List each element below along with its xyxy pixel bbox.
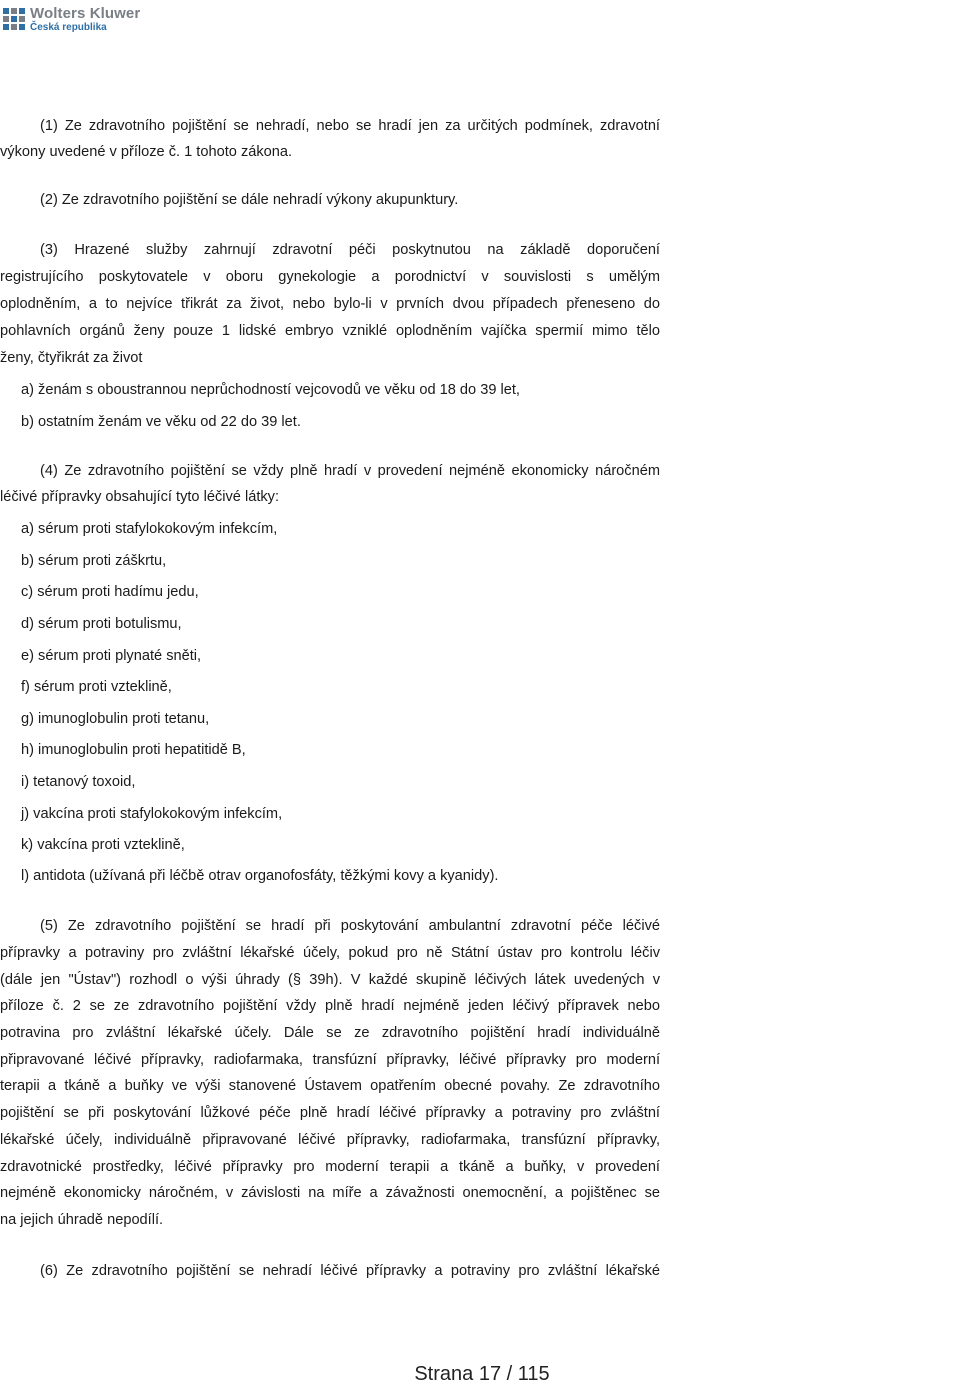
paragraph-5-line: nejméně ekonomicky náročném, v závislosti na míře a závažnosti onemocnění, a pojištěnec se: [0, 1185, 660, 1201]
paragraph-5-line: terapii a tkáně a buňky ve výši stanovené Ústavem opatřením obecné povahy. Ze zdravotního: [0, 1078, 660, 1094]
paragraph-5-line: připravované léčivé přípravky, radiofarmaka, transfúzní přípravky, léčivé přípravky pro moderní: [0, 1052, 660, 1068]
paragraph-5-line: na jejich úhradě nepodílí.: [0, 1212, 164, 1228]
paragraph-3-line: registrujícího poskytovatele v oboru gynekologie a porodnictví v souvislosti s umělým: [0, 269, 660, 285]
paragraph-5-line: (dále jen "Ústav") rozhodl o výši úhrady (§ 39h). V každé skupině léčivých látek uvedených v: [0, 972, 660, 988]
paragraph-4-line: (4) Ze zdravotního pojištění se vždy plně hradí v provedení nejméně ekonomicky náročném: [40, 463, 660, 479]
paragraph-3-line: ženy, čtyřikrát za život: [0, 350, 143, 366]
list-item: e) sérum proti plynaté sněti,: [21, 648, 202, 664]
paragraph-5-line: (5) Ze zdravotního pojištění se hradí při poskytování ambulantní zdravotní péče léčivé: [40, 918, 660, 934]
paragraph-2-line: (2) Ze zdravotního pojištění se dále nehradí výkony akupunktury.: [40, 192, 459, 208]
paragraph-3-line: oplodněním, a to nejvíce třikrát za život, nebo bylo-li v prvních dvou případech přeneseno do: [0, 296, 660, 312]
list-item: a) ženám s oboustrannou neprůchodností vejcovodů ve věku od 18 do 39 let,: [21, 382, 520, 398]
list-item: j) vakcína proti stafylokokovým infekcím,: [21, 806, 283, 822]
list-item: l) antidota (užívaná při léčbě otrav organofosfáty, těžkými kovy a kyanidy).: [21, 868, 499, 884]
paragraph-3-line: pohlavních orgánů ženy pouze 1 lidské embryo vzniklé oplodněním vajíčka spermií mimo tělo: [0, 323, 660, 339]
paragraph-5-line: pojištění se při poskytování lůžkové péče plně hradí léčivé přípravky a potraviny pro zvláštní: [0, 1105, 660, 1121]
paragraph-6-line: (6) Ze zdravotního pojištění se nehradí léčivé přípravky a potraviny pro zvláštní lékařské: [40, 1263, 660, 1279]
list-item: c) sérum proti hadímu jedu,: [21, 584, 199, 600]
list-item: g) imunoglobulin proti tetanu,: [21, 711, 210, 727]
list-item: f) sérum proti vzteklině,: [21, 679, 172, 695]
list-item: h) imunoglobulin proti hepatitidě B,: [21, 742, 246, 758]
list-item: b) sérum proti záškrtu,: [21, 553, 167, 569]
publisher-logo: [2, 2, 140, 36]
logo-brand-text: Wolters Kluwer: [30, 4, 141, 22]
paragraph-4-line: léčivé přípravky obsahující tyto léčivé látky:: [0, 489, 280, 505]
paragraph-1-line: (1) Ze zdravotního pojištění se nehradí, nebo se hradí jen za určitých podmínek, zdravotní: [40, 118, 660, 134]
paragraph-5-line: zdravotnické prostředky, léčivé přípravky pro moderní terapii a tkáně a buňky, v provedení: [0, 1159, 660, 1175]
list-item: d) sérum proti botulismu,: [21, 616, 182, 632]
paragraph-5-line: příloze č. 2 se ze zdravotního pojištění vždy plně hradí nejméně jeden léčivý přípravek nebo: [0, 998, 660, 1014]
paragraph-5-line: přípravky a potraviny pro zvláštní lékařské účely, pokud pro ně Státní ústav pro kontrolu léčiv: [0, 945, 660, 961]
wolters-kluwer-logo-icon: [2, 7, 26, 31]
page-number: Strana 17 / 115: [414, 1363, 550, 1385]
logo-subbrand-text: Česká republika: [30, 21, 107, 33]
paragraph-5-line: potravina pro zvláštní lékařské účely. Dále se ze zdravotního pojištění hradí individuálně: [0, 1025, 660, 1041]
paragraph-5-line: lékařské účely, individuálně připravované léčivé přípravky, radiofarmaka, transfúzní přípravky,: [0, 1132, 660, 1148]
list-item: k) vakcína proti vzteklině,: [21, 837, 185, 853]
paragraph-3-line: (3) Hrazené služby zahrnují zdravotní péči poskytnutou na základě doporučení: [40, 242, 660, 258]
paragraph-1-line: výkony uvedené v příloze č. 1 tohoto zákona.: [0, 144, 293, 160]
list-item: b) ostatním ženám ve věku od 22 do 39 let.: [21, 414, 301, 430]
list-item: a) sérum proti stafylokokovým infekcím,: [21, 521, 278, 537]
list-item: i) tetanový toxoid,: [21, 774, 136, 790]
